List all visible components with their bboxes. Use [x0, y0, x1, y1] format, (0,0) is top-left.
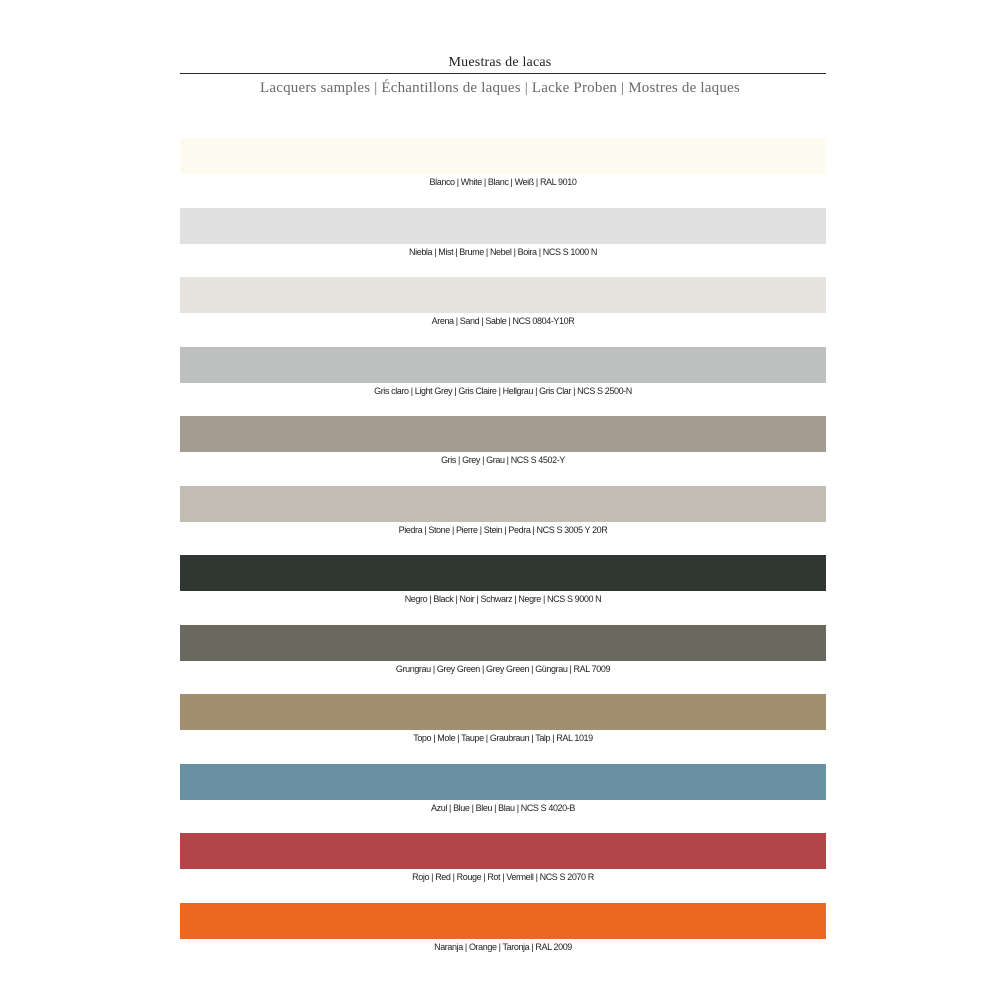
swatch-item-azul — [180, 764, 826, 834]
color-swatch — [180, 555, 826, 591]
swatch-item-gris-claro — [180, 347, 826, 417]
color-swatch — [180, 416, 826, 452]
swatch-label: Gris | Grey | Grau | NCS S 4502-Y — [441, 455, 565, 465]
swatch-label: Piedra | Stone | Pierre | Stein | Pedra | NCS S 3005 Y 20R — [398, 524, 608, 535]
swatch-item-niebla — [180, 208, 826, 278]
swatch-item-negro — [180, 555, 826, 625]
swatch-item-piedra — [180, 486, 826, 556]
swatch-label: Blanco | White | Blanc | Weiß | RAL 9010 — [429, 177, 577, 187]
swatch-item-rojo — [180, 833, 826, 903]
swatch-label: Negro | Black | Noir | Schwarz | Negre | NCS S 9000 N — [404, 594, 602, 604]
swatch-item-gris — [180, 416, 826, 486]
color-swatch — [180, 208, 826, 244]
swatch-label: Rojo | Red | Rouge | Rot | Vermell | NCS S 2070 R — [412, 872, 594, 882]
swatch-item-naranja — [180, 903, 826, 973]
color-swatch — [180, 625, 826, 661]
title-divider — [180, 73, 826, 74]
page-title: Muestras de lacas — [448, 55, 552, 70]
color-swatch — [180, 486, 826, 522]
swatch-label: Azul | Blue | Bleu | Blau | NCS S 4020-B — [431, 802, 575, 813]
color-swatch — [180, 764, 826, 800]
swatch-label: Topo | Mole | Taupe | Graubraun | Talp | RAL 1019 — [413, 733, 593, 743]
color-swatch — [180, 138, 826, 174]
color-swatch — [180, 903, 826, 939]
color-swatch — [180, 277, 826, 313]
color-swatch — [180, 347, 826, 383]
swatch-item-blanco — [180, 138, 826, 208]
color-swatch — [180, 694, 826, 730]
swatch-list — [180, 138, 826, 972]
swatch-item-grungrau — [180, 625, 826, 695]
swatch-item-topo — [180, 694, 826, 764]
page-subtitle: Lacquers samples | Échantillons de laques | Lacke Proben | Mostres de laques — [260, 80, 740, 96]
color-swatch — [180, 833, 826, 869]
swatch-label: Niebla | Mist | Brume | Nebel | Boira | NCS S 1000 N — [409, 246, 597, 257]
swatch-label: Naranja | Orange | Taronja | RAL 2009 — [434, 941, 572, 952]
swatch-item-arena — [180, 277, 826, 347]
swatch-label: Grungrau | Grey Green | Grey Green | Güngrau | RAL 7009 — [395, 663, 611, 674]
swatch-label: Arena | Sand | Sable | NCS 0804-Y10R — [431, 316, 575, 326]
swatch-label: Gris claro | Light Grey | Gris Claire | Hellgrau | Gris Clar | NCS S 2500-N — [374, 385, 632, 396]
